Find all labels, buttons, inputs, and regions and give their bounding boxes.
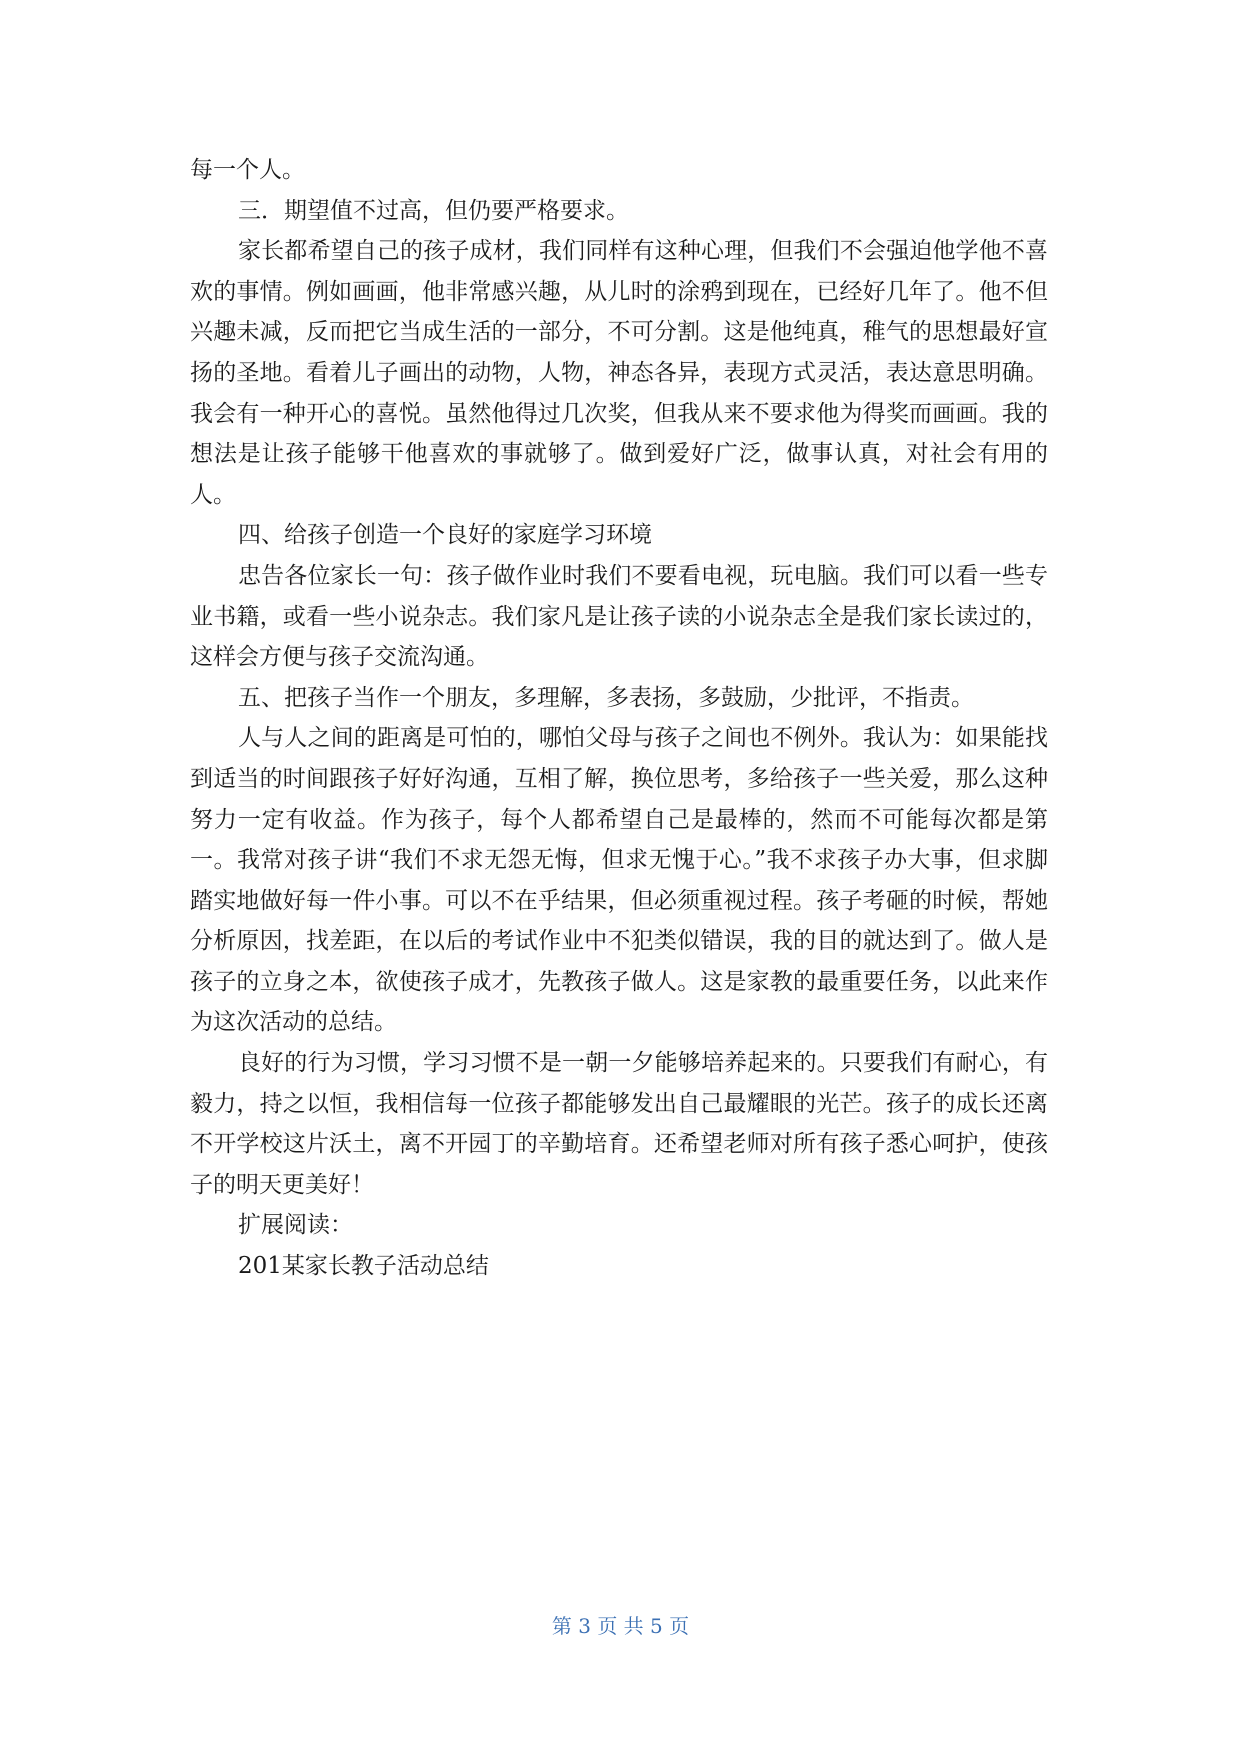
document-body — [190, 150, 1048, 1287]
section-heading-5: 五、把孩子当作一个朋友，多理解，多表扬，多鼓励，少批评，不指责。 — [238, 684, 974, 711]
extended-reading-link: 201某家长教子活动总结 — [238, 1253, 489, 1280]
section-heading-4: 四、给孩子创造一个良好的家庭学习环境 — [238, 522, 652, 549]
extended-reading-label: 扩展阅读： — [238, 1212, 353, 1239]
page-footer — [0, 1610, 1241, 1639]
paragraph: 每一个人。 — [190, 157, 305, 183]
section-heading-3: 三．期望值不过高，但仍要严格要求。 — [238, 197, 629, 224]
paragraph: 人与人之间的距离是可怕的，哪怕父母与孩子之间也不例外。我认为：如果能找到适当的时间跟孩子好好沟通，互相了解，换位思考，多给孩子一些关爱，那么这种努力一定有收益。作为孩子，每个人都希望自己是最棒的，然而不可能每次都是第一。我常对孩子讲“我们不求无怨无悔，但求无愧于心。”我不求孩子办大事，但求脚踏实地做好每一件小事。可以不在乎结果，但必须重视过程。孩子考砸的时候，帮她分析原因，找差距，在以后的考试作业中不犯类似错误，我的目的就达到了。做人是孩子的立身之本，欲使孩子成才，先教孩子做人。这是家教的最重要任务，以此来作为这次活动的总结。 — [190, 725, 1048, 1036]
paragraph: 家长都希望自己的孩子成材，我们同样有这种心理，但我们不会强迫他学他不喜欢的事情。例如画画，他非常感兴趣，从儿时的涂鸦到现在，已经好几年了。他不但兴趣未减，反而把它当成生活的一部分，不可分割。这是他纯真，稚气的思想最好宣扬的圣地。看着儿子画出的动物，人物，神态各异，表现方式灵活，表达意思明确。我会有一种开心的喜悦。虽然他得过几次奖，但我从来不要求他为得奖而画画。我的想法是让孩子能够干他喜欢的事就够了。做到爱好广泛，做事认真，对社会有用的人。 — [190, 238, 1048, 508]
paragraph: 良好的行为习惯，学习习惯不是一朝一夕能够培养起来的。只要我们有耐心，有毅力，持之以恒，我相信每一位孩子都能够发出自己最耀眼的光芒。孩子的成长还离不开学校这片沃土，离不开园丁的辛勤培育。还希望老师对所有孩子悉心呵护，使孩子的明天更美好！ — [190, 1050, 1048, 1198]
paragraph: 忠告各位家长一句：孩子做作业时我们不要看电视，玩电脑。我们可以看一些专业书籍，或看一些小说杂志。我们家凡是让孩子读的小说杂志全是我们家长读过的，这样会方便与孩子交流沟通。 — [190, 562, 1048, 671]
page-number: 第 3 页 共 5 页 — [551, 1614, 690, 1638]
